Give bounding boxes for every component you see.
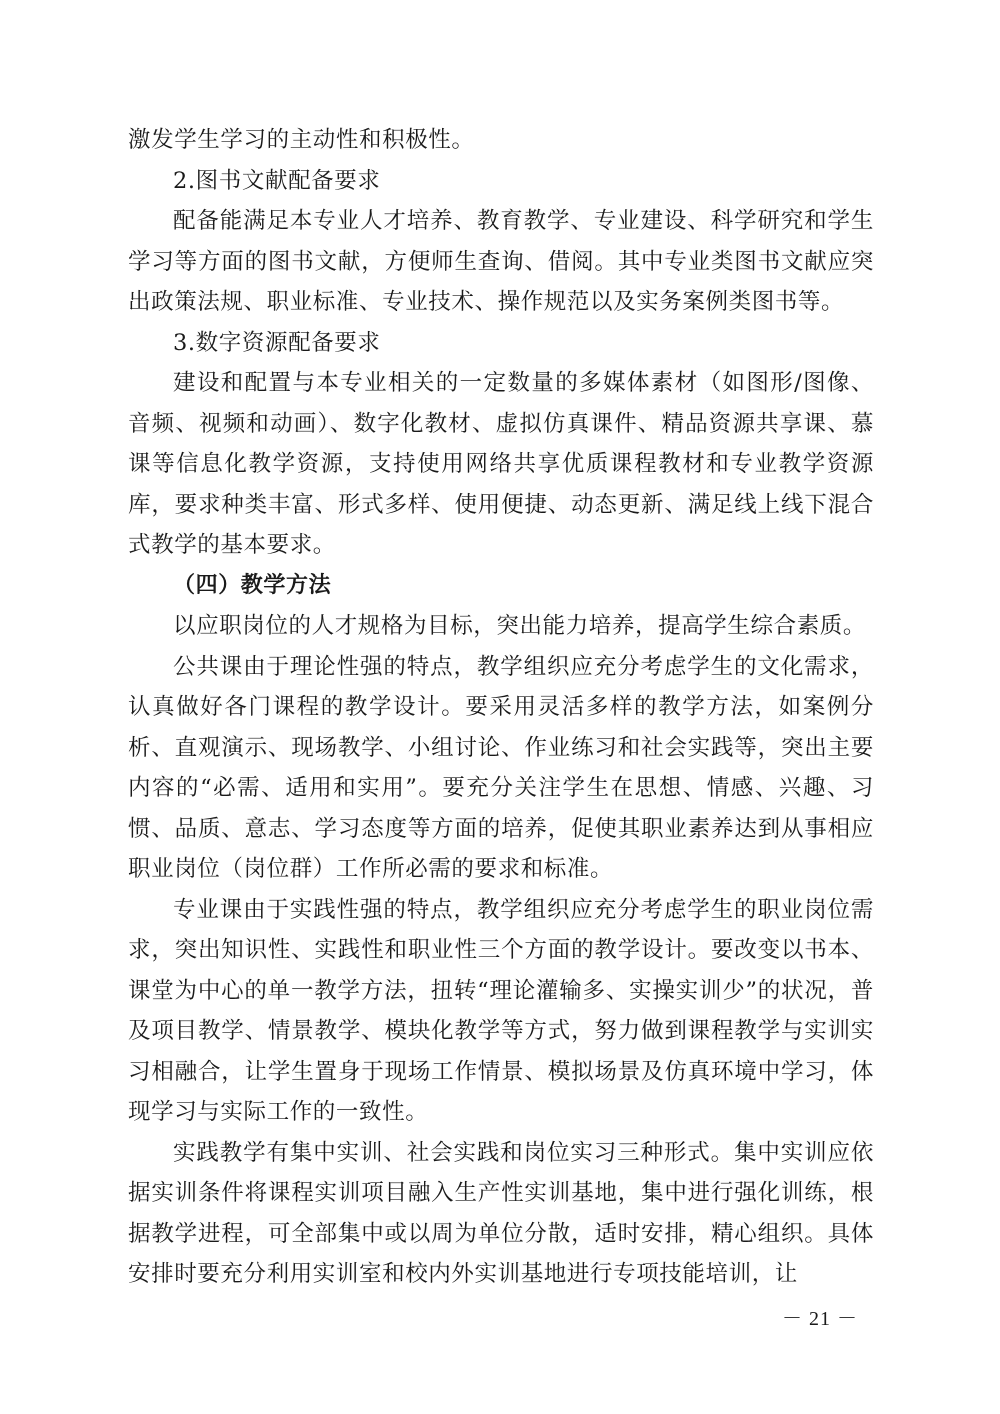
paragraph-public-courses: 公共课由于理论性强的特点，教学组织应充分考虑学生的文化需求，认真做好各门课程的教学设计。要采用灵活多样的教学方法，如案例分析、直观演示、现场教学、小组讨论、作业练习和社会实践等，突出主要内容的“必需、适用和实用”。要充分关注学生在思想、情感、兴趣、习惯、品质、意志、学习态度等方面的培养，促使其职业素养达到从事相应职业岗位（岗位群）工作所必需的要求和标准。 xyxy=(128,653,874,882)
paragraph-digital-resources: 建设和配置与本专业相关的一定数量的多媒体素材（如图形/图像、音频、视频和动画）、数字化教材、虚拟仿真课件、精品资源共享课、慕课等信息化教学资源，支持使用网络共享优质课程教材和专业教学资源库，要求种类丰富、形式多样、使用便捷、动态更新、满足线上线下混合式教学的基本要求。 xyxy=(128,370,874,558)
section-heading-teaching-methods: （四）教学方法 xyxy=(173,572,332,598)
subheading-digital-resources: 3.数字资源配备要求 xyxy=(173,329,381,356)
paragraph-continuation: 激发学生学习的主动性和积极性。 xyxy=(128,127,475,153)
subheading-library-resources: 2.图书文献配备要求 xyxy=(173,167,381,194)
paragraph-teaching-goal: 以应职岗位的人才规格为目标，突出能力培养，提高学生综合素质。 xyxy=(173,613,867,639)
page-number: － 21 － xyxy=(782,1308,858,1330)
paragraph-library-resources: 配备能满足本专业人才培养、教育教学、专业建设、科学研究和学生学习等方面的图书文献，方便师生查询、借阅。其中专业类图书文献应突出政策法规、职业标准、专业技术、操作规范以及实务案例类图书等。 xyxy=(128,208,874,315)
paragraph-professional-courses: 专业课由于实践性强的特点，教学组织应充分考虑学生的职业岗位需求，突出知识性、实践性和职业性三个方面的教学设计。要改变以书本、课堂为中心的单一教学方法，扭转“理论灌输多、实操实训少”的状况，普及项目教学、情景教学、模块化教学等方式，努力做到课程教学与实训实习相融合，让学生置身于现场工作情景、模拟场景及仿真环境中学习，体现学习与实际工作的一致性。 xyxy=(128,896,874,1125)
document-body xyxy=(128,120,874,1295)
paragraph-practical-teaching: 实践教学有集中实训、社会实践和岗位实习三种形式。集中实训应依据实训条件将课程实训项目融入生产性实训基地，集中进行强化训练，根据教学进程，可全部集中或以周为单位分散，适时安排，精心组织。具体安排时要充分利用实训室和校内外实训基地进行专项技能培训，让 xyxy=(128,1139,874,1287)
